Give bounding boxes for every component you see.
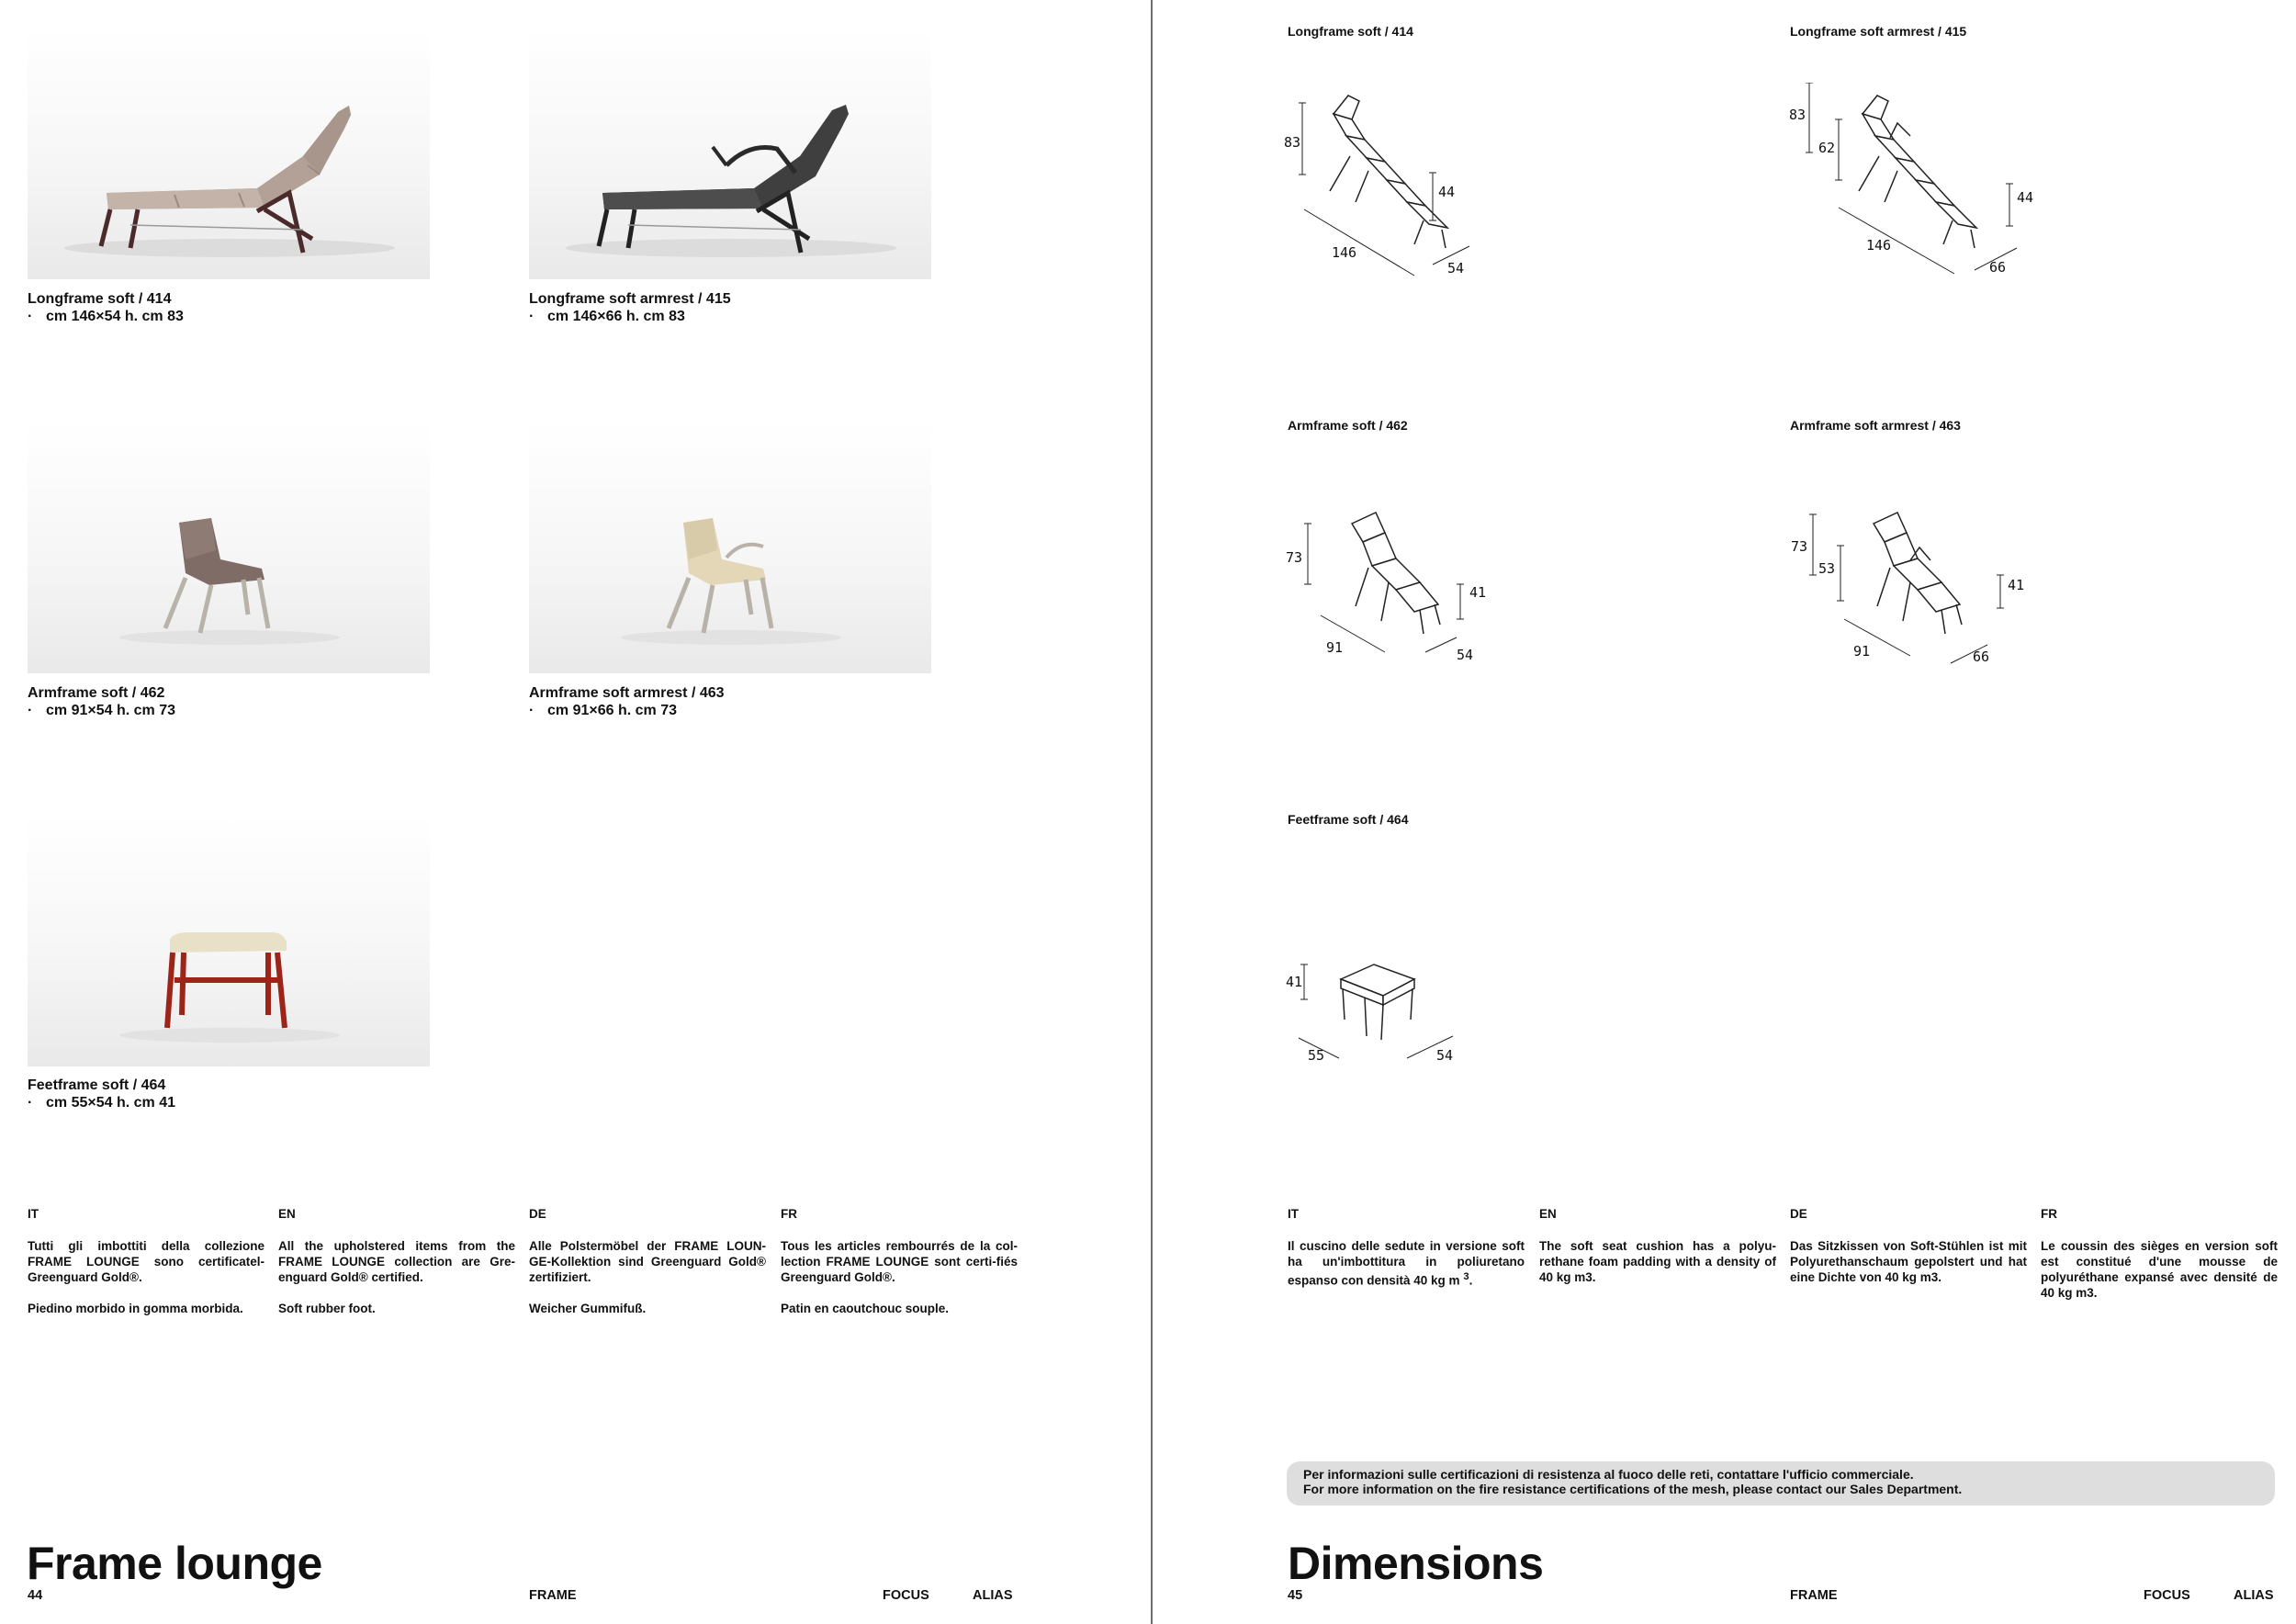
note-column-fr xyxy=(2041,1206,2278,1316)
product-photo-longframe-armrest xyxy=(529,28,931,279)
dim-arm-height: 62 xyxy=(1818,140,1836,156)
product-name: Feetframe soft / 464 xyxy=(28,1077,166,1093)
product-name: Armframe soft / 462 xyxy=(28,685,165,701)
page-divider xyxy=(1151,0,1153,1624)
note-column-de xyxy=(529,1206,766,1332)
page-title: Dimensions xyxy=(1288,1538,1544,1589)
footer-brand: ALIAS xyxy=(2234,1588,2274,1603)
language-code: IT xyxy=(1288,1207,1299,1221)
dim-width: 54 xyxy=(1457,647,1474,663)
product-size: cm 55×54 h. cm 41 xyxy=(46,1095,175,1111)
language-code: EN xyxy=(1539,1207,1557,1221)
note-text: Piedino morbido in gomma morbida. xyxy=(28,1302,243,1315)
dim-height: 73 xyxy=(1791,538,1808,555)
dim-length: 146 xyxy=(1332,244,1357,261)
product-photo-armframe-soft xyxy=(28,422,430,673)
dimension-drawing-armframe-soft xyxy=(1277,505,1515,671)
note-text: Patin en caoutchouc souple. xyxy=(781,1302,950,1315)
bullet: · xyxy=(529,703,535,718)
language-code: FR xyxy=(781,1207,797,1221)
note-text: Soft rubber foot. xyxy=(278,1302,376,1315)
product-caption xyxy=(529,684,725,719)
notice-line-it: Per informazioni sulle certificazioni di resistenza al fuoco delle reti, contattare l'ufficio commerciale. xyxy=(1303,1467,1914,1482)
drawing-title: Armframe soft / 462 xyxy=(1288,418,1408,433)
drawing-title: Longframe soft armrest / 415 xyxy=(1790,24,1967,39)
bullet: · xyxy=(28,309,33,324)
footer-section-link[interactable]: FRAME xyxy=(529,1588,577,1603)
drawing-title: Feetframe soft / 464 xyxy=(1288,812,1409,827)
note-text: Tutti gli imbottiti della collezione FRAME LOUNGE sono certificatel-Greenguard Gold®. xyxy=(28,1239,264,1284)
dim-depth: 55 xyxy=(1308,1047,1325,1064)
footer-focus-link[interactable]: FOCUS xyxy=(2144,1588,2190,1603)
product-caption xyxy=(28,290,184,325)
dim-width: 66 xyxy=(1973,648,1990,665)
product-photo-feetframe-soft xyxy=(28,815,430,1066)
product-caption xyxy=(28,684,175,719)
dim-height: 41 xyxy=(1286,974,1303,990)
dim-arm-height: 53 xyxy=(1818,560,1836,577)
drawing-title: Armframe soft armrest / 463 xyxy=(1790,418,1961,433)
dim-width: 54 xyxy=(1447,260,1465,276)
dim-height: 83 xyxy=(1284,134,1301,151)
note-text: Das Sitzkissen von Soft-Stühlen ist mit Polyurethanschaum gepolstert und hat eine Dichte von 40 kg m3. xyxy=(1790,1239,2027,1284)
dim-seat-height: 41 xyxy=(1469,584,1487,601)
note-text: Il cuscino delle sedute in versione soft ha un'imbottitura in poliuretano espanso con densità 40 kg m xyxy=(1288,1239,1525,1288)
dim-seat-height: 44 xyxy=(2017,189,2034,206)
note-column-fr xyxy=(781,1206,1018,1332)
dim-seat-height: 44 xyxy=(1438,184,1456,200)
dim-height: 73 xyxy=(1286,549,1303,566)
dimension-drawing-longframe-armrest xyxy=(1782,83,2039,285)
product-name: Longframe soft armrest / 415 xyxy=(529,291,731,307)
page-title: Frame lounge xyxy=(27,1538,322,1589)
note-text: Alle Polstermöbel der FRAME LOUN-GE-Kollektion sind Greenguard Gold® zertifiziert. xyxy=(529,1239,766,1284)
note-column-de xyxy=(1790,1206,2027,1301)
note-column-it xyxy=(28,1206,264,1332)
bullet: · xyxy=(28,703,33,718)
fire-certification-notice xyxy=(1287,1461,2275,1506)
dimension-drawing-feetframe-soft xyxy=(1277,955,1479,1075)
dim-seat-height: 41 xyxy=(2008,577,2025,593)
bullet: · xyxy=(28,1095,33,1111)
language-code: IT xyxy=(28,1207,39,1221)
dim-height: 83 xyxy=(1789,107,1806,123)
page-number: 45 xyxy=(1288,1588,1303,1603)
product-photo-longframe-soft xyxy=(28,28,430,279)
language-code: DE xyxy=(529,1207,546,1221)
footer-brand: ALIAS xyxy=(973,1588,1013,1603)
note-tail: . xyxy=(1469,1273,1473,1288)
footer-focus-link[interactable]: FOCUS xyxy=(883,1588,929,1603)
product-size: cm 146×66 h. cm 83 xyxy=(547,309,685,324)
dim-width: 66 xyxy=(1989,259,2007,276)
dim-length: 146 xyxy=(1866,237,1892,254)
product-size: cm 91×66 h. cm 73 xyxy=(547,703,677,718)
footer-section-link[interactable]: FRAME xyxy=(1790,1588,1838,1603)
note-column-en xyxy=(1539,1206,1776,1301)
bullet: · xyxy=(529,309,535,324)
dimension-drawing-longframe-soft xyxy=(1277,83,1515,285)
product-size: cm 91×54 h. cm 73 xyxy=(46,703,175,718)
page-number: 44 xyxy=(28,1588,43,1603)
note-superscript: 3 xyxy=(1463,1271,1469,1282)
product-name: Armframe soft armrest / 463 xyxy=(529,685,725,701)
language-code: FR xyxy=(2041,1207,2057,1221)
dim-depth: 91 xyxy=(1326,639,1344,656)
note-column-en xyxy=(278,1206,515,1332)
product-caption xyxy=(529,290,731,325)
dim-depth: 91 xyxy=(1853,643,1871,660)
language-code: EN xyxy=(278,1207,296,1221)
note-text: All the upholstered items from the FRAME LOUNGE collection are Gre-enguard Gold® certified. xyxy=(278,1239,515,1284)
notice-line-en: For more information on the fire resistance certifications of the mesh, please contact our Sales Department. xyxy=(1303,1482,1963,1496)
note-text: The soft seat cushion has a polyu-rethane foam padding with a density of 40 kg m3. xyxy=(1539,1239,1776,1284)
note-text: Tous les articles rembourrés de la col-lection FRAME LOUNGE sont certi-fiés Greenguard Gold®. xyxy=(781,1239,1018,1284)
note-column-it xyxy=(1288,1206,1525,1304)
note-text: Le coussin des sièges en version soft est constitué d'une mousse de polyuréthane expansé avec densité de 40 kg m3. xyxy=(2041,1239,2278,1300)
dimension-drawing-armframe-armrest xyxy=(1782,505,2039,671)
product-size: cm 146×54 h. cm 83 xyxy=(46,309,184,324)
dim-width: 54 xyxy=(1436,1047,1454,1064)
product-caption xyxy=(28,1077,175,1111)
language-code: DE xyxy=(1790,1207,1807,1221)
product-photo-armframe-armrest xyxy=(529,422,931,673)
product-name: Longframe soft / 414 xyxy=(28,291,172,307)
note-text: Weicher Gummifuß. xyxy=(529,1302,647,1315)
drawing-title: Longframe soft / 414 xyxy=(1288,24,1413,39)
